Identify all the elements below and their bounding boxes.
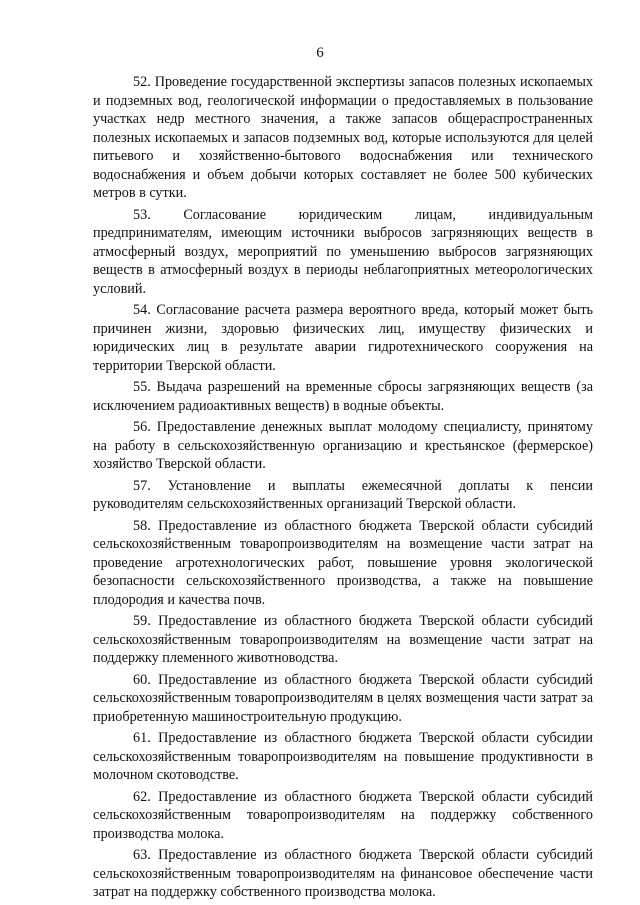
list-item-57: 57. Установление и выплаты ежемесячной доплаты к пенсии руководителям сельскохозяйственных организаций Тверской области. (93, 477, 593, 512)
list-item-56: 56. Предоставление денежных выплат молодому специалисту, принятому на работу в сельскохозяйственную организацию и крестьянское (фермерское) хозяйство Тверской области. (93, 419, 593, 472)
list-item-59: 59. Предоставление из областного бюджета Тверской области субсидий сельскохозяйственным товаропроизводителям на возмещение части затрат на поддержку племенного животноводства. (93, 613, 593, 666)
list-item-52: 52. Проведение государственной экспертизы запасов полезных ископаемых и подземных вод, геологической информации о предоставляемых в пользование участках недр местного значения, а также запасов общераспространенных полезных ископаемых и запасов подземных вод, которые используются для целей питьевого и хозяйственно-бытового водоснабжения или технического водоснабжения и объем добычи которых составляет не более 500 кубических метров в сутки. (93, 74, 593, 201)
document-body (93, 73, 593, 905)
list-item-53: 53. Согласование юридическим лицам, индивидуальным предпринимателям, имеющим источники выбросов загрязняющих веществ в атмосферный воздух, мероприятий по уменьшению выбросов загрязняющих веществ в атмосферный воздух в периоды неблагоприятных метеорологических условий. (93, 206, 593, 297)
list-item-54: 54. Согласование расчета размера вероятного вреда, который может быть причинен жизни, здоровью физических лиц, имуществу физических и юридических лиц в результате аварии гидротехнического сооружения на территории Тверской области. (93, 302, 593, 374)
list-item-62: 62. Предоставление из областного бюджета Тверской области субсидий сельскохозяйственным товаропроизводителям на поддержку собственного производства молока. (93, 788, 593, 842)
list-item-63: 63. Предоставление из областного бюджета Тверской области субсидий сельскохозяйственным товаропроизводителям на финансовое обеспечение части затрат на поддержку собственного производства молока. (93, 847, 593, 900)
list-item-61: 61. Предоставление из областного бюджета Тверской области субсидии сельскохозяйственным товаропроизводителям на повышение продуктивности в молочном скотоводстве. (93, 730, 593, 783)
page-number: 6 (316, 45, 324, 61)
list-item-60: 60. Предоставление из областного бюджета Тверской области субсидий сельскохозяйственным товаропроизводителям в целях возмещения части затрат за приобретенную машиностроительную продукцию. (93, 671, 593, 725)
list-item-58: 58. Предоставление из областного бюджета Тверской области субсидий сельскохозяйственным товаропроизводителям на возмещение части затрат на проведение агротехнологических работ, повышение уровня экологической безопасности сельскохозяйственного производства, а также на повышение плодородия и качества почв. (93, 517, 593, 608)
list-item-55: 55. Выдача разрешений на временные сбросы загрязняющих веществ (за исключением радиоактивных веществ) в водные объекты. (93, 379, 593, 414)
